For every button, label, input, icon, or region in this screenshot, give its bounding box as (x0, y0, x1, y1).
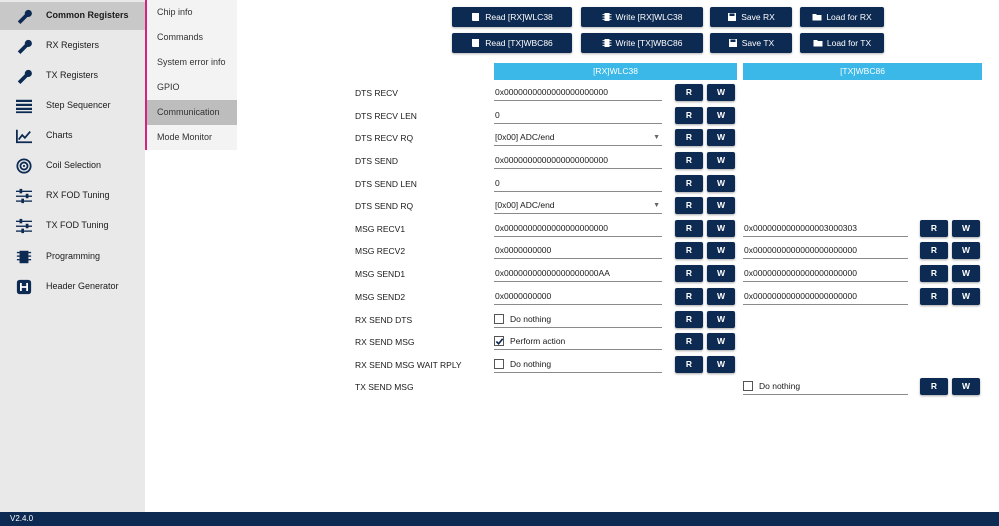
tx-send-msg-checkbox-label: Do nothing (759, 381, 801, 391)
subnav-item-commands[interactable]: Commands (157, 32, 204, 42)
row-label-dts-send: DTS SEND (355, 156, 398, 166)
msg-recv1-tx-read-button[interactable]: R (920, 220, 948, 237)
version-label: V2.4.0 (10, 514, 34, 523)
nav-item-label: Common Registers (46, 10, 129, 20)
dts-recv-rq-write-button[interactable]: W (707, 129, 735, 146)
dts-send-rq-read-button[interactable]: R (675, 197, 703, 214)
rx-send-dts-write-button[interactable]: W (707, 311, 735, 328)
dts-recv-write-button[interactable]: W (707, 84, 735, 101)
nav-item-coil-selection[interactable] (0, 152, 145, 180)
chevron-down-icon: ▼ (653, 202, 660, 209)
read-rx-button[interactable] (452, 7, 572, 27)
msg-send1-tx-read-button[interactable]: R (920, 265, 948, 282)
write-rx-label: Write [RX]WLC38 (615, 12, 683, 22)
row-label-dts-recv-len: DTS RECV LEN (355, 111, 417, 121)
dts-recv-rq-value: [0x00] ADC/end (495, 132, 555, 142)
rx-send-dts-checkbox[interactable] (494, 314, 504, 324)
book-icon (471, 12, 481, 22)
status-bar (0, 512, 999, 526)
dts-recv-rq-select[interactable] (494, 129, 662, 146)
load-rx-button[interactable] (800, 7, 884, 27)
save-rx-label: Save RX (741, 12, 775, 22)
rx-send-dts-checkbox-field (494, 311, 662, 328)
save-rx-button[interactable] (710, 7, 792, 27)
h-icon (15, 279, 33, 295)
dts-send-read-button[interactable]: R (675, 152, 703, 169)
folder-icon (813, 38, 823, 48)
msg-recv2-tx-read-button[interactable]: R (920, 242, 948, 259)
row-label-dts-recv-rq: DTS RECV RQ (355, 133, 414, 143)
dts-send-len-rx-field[interactable]: 0 (494, 175, 662, 192)
list-icon (15, 98, 33, 114)
subnav-item-system-error-info[interactable]: System error info (157, 57, 226, 67)
main-navigation (0, 0, 145, 512)
tx-send-msg-checkbox-field (743, 378, 908, 395)
msg-send1-tx-field[interactable]: 0x0000000000000000000000 (743, 265, 908, 282)
dts-recv-len-read-button[interactable]: R (675, 107, 703, 124)
rx-send-msg-write-button[interactable]: W (707, 333, 735, 350)
msg-recv1-rx-write-button[interactable]: W (707, 220, 735, 237)
nav-item-step-sequencer[interactable] (0, 92, 145, 120)
read-tx-button[interactable] (452, 33, 572, 53)
nav-item-programming[interactable] (0, 243, 145, 271)
row-label-rx-send-msg: RX SEND MSG (355, 337, 415, 347)
rx-send-dts-read-button[interactable]: R (675, 311, 703, 328)
rx-send-msg-wait-write-button[interactable]: W (707, 356, 735, 373)
rx-send-msg-checkbox-label: Perform action (510, 336, 566, 346)
wrench-icon (15, 68, 33, 84)
dts-recv-len-rx-field[interactable]: 0 (494, 107, 662, 124)
nav-item-header-generator[interactable] (0, 273, 145, 301)
dts-recv-len-write-button[interactable]: W (707, 107, 735, 124)
dts-recv-rx-field[interactable]: 0x0000000000000000000000 (494, 84, 662, 101)
msg-recv1-rx-field[interactable]: 0x0000000000000000000000 (494, 220, 662, 237)
msg-recv2-rx-field[interactable]: 0x0000000000 (494, 242, 662, 259)
row-label-msg-recv2: MSG RECV2 (355, 246, 406, 256)
tx-send-msg-write-button[interactable]: W (952, 378, 980, 395)
book-icon (471, 38, 481, 48)
dts-recv-read-button[interactable]: R (675, 84, 703, 101)
dts-send-len-write-button[interactable]: W (707, 175, 735, 192)
row-label-dts-send-rq: DTS SEND RQ (355, 201, 414, 211)
dts-send-len-read-button[interactable]: R (675, 175, 703, 192)
chip-icon (15, 249, 33, 265)
sliders-icon (15, 188, 33, 204)
chip-icon (602, 38, 612, 48)
msg-send1-rx-field[interactable]: 0x00000000000000000000AA (494, 265, 662, 282)
save-icon (727, 12, 737, 22)
msg-send2-tx-read-button[interactable]: R (920, 288, 948, 305)
msg-recv2-tx-write-button[interactable]: W (952, 242, 980, 259)
msg-recv1-tx-write-button[interactable]: W (952, 220, 980, 237)
rx-send-dts-checkbox-label: Do nothing (510, 314, 552, 324)
tx-send-msg-checkbox[interactable] (743, 381, 753, 391)
folder-icon (812, 12, 822, 22)
checkmark-icon (495, 337, 504, 346)
rx-send-msg-checkbox-field (494, 333, 662, 350)
nav-item-label: TX FOD Tuning (46, 220, 109, 230)
msg-recv1-rx-read-button[interactable]: R (675, 220, 703, 237)
write-tx-label: Write [TX]WBC86 (615, 38, 683, 48)
row-label-tx-send-msg: TX SEND MSG (355, 382, 414, 392)
msg-recv1-tx-field[interactable]: 0x0000000000000003000303 (743, 220, 908, 237)
nav-item-label: Header Generator (46, 281, 119, 291)
rx-send-msg-wait-read-button[interactable]: R (675, 356, 703, 373)
nav-item-label: TX Registers (46, 70, 99, 80)
dts-send-rx-field[interactable]: 0x0000000000000000000000 (494, 152, 662, 169)
msg-send2-rx-read-button[interactable]: R (675, 288, 703, 305)
row-label-msg-send1: MSG SEND1 (355, 269, 406, 279)
msg-send1-rx-read-button[interactable]: R (675, 265, 703, 282)
column-header-rx: [RX]WLC38 (494, 63, 737, 80)
chevron-down-icon: ▼ (653, 134, 660, 141)
nav-item-label: Step Sequencer (46, 100, 111, 110)
load-tx-button[interactable] (800, 33, 884, 53)
column-header-tx: [TX]WBC86 (743, 63, 982, 80)
msg-recv2-tx-field[interactable]: 0x0000000000000000000000 (743, 242, 908, 259)
rx-send-msg-wait-checkbox[interactable] (494, 359, 504, 369)
nav-item-label: Programming (46, 251, 101, 261)
msg-send2-rx-field[interactable]: 0x0000000000 (494, 288, 662, 305)
tx-send-msg-read-button[interactable]: R (920, 378, 948, 395)
subnav-item-gpio[interactable]: GPIO (157, 82, 180, 92)
row-label-rx-send-dts: RX SEND DTS (355, 315, 413, 325)
nav-item-label: RX FOD Tuning (46, 190, 110, 200)
nav-item-label: Charts (46, 130, 73, 140)
line-chart-icon (15, 128, 33, 144)
row-label-rx-send-msg-wait-rply: RX SEND MSG WAIT RPLY (355, 360, 462, 370)
nav-item-label: Coil Selection (46, 160, 102, 170)
row-label-dts-send-len: DTS SEND LEN (355, 179, 417, 189)
read-rx-label: Read [RX]WLC38 (485, 12, 553, 22)
subnav-item-communication[interactable]: Communication (147, 100, 237, 125)
rx-send-msg-wait-checkbox-field (494, 356, 662, 373)
dts-send-rq-write-button[interactable]: W (707, 197, 735, 214)
nav-item-charts[interactable] (0, 122, 145, 150)
rx-send-msg-wait-checkbox-label: Do nothing (510, 359, 552, 369)
row-label-msg-recv1: MSG RECV1 (355, 224, 406, 234)
dts-send-rq-value: [0x00] ADC/end (495, 200, 555, 210)
nav-item-tx-fod-tuning[interactable] (0, 212, 145, 240)
subnav-item-mode-monitor[interactable]: Mode Monitor (157, 132, 213, 142)
msg-send2-tx-field[interactable]: 0x0000000000000000000000 (743, 288, 908, 305)
wrench-icon (15, 38, 33, 54)
wrench-icon (15, 8, 33, 24)
sliders-icon (15, 218, 33, 234)
save-tx-button[interactable] (710, 33, 792, 53)
read-tx-label: Read [TX]WBC86 (485, 38, 553, 48)
load-tx-label: Load for TX (826, 38, 872, 48)
rx-send-msg-read-button[interactable]: R (675, 333, 703, 350)
msg-send2-tx-write-button[interactable]: W (952, 288, 980, 305)
sub-navigation (145, 0, 237, 150)
chip-icon (602, 12, 612, 22)
nav-item-label: RX Registers (46, 40, 100, 50)
msg-send2-rx-write-button[interactable]: W (707, 288, 735, 305)
row-label-msg-send2: MSG SEND2 (355, 292, 406, 302)
subnav-item-chip-info[interactable]: Chip info (157, 7, 193, 17)
msg-recv2-rx-write-button[interactable]: W (707, 242, 735, 259)
msg-send1-rx-write-button[interactable]: W (707, 265, 735, 282)
dts-send-rq-select[interactable] (494, 197, 662, 214)
nav-item-rx-fod-tuning[interactable] (0, 182, 145, 210)
save-tx-label: Save TX (741, 38, 775, 48)
coil-icon (15, 158, 33, 174)
nav-item-common-registers[interactable] (0, 2, 145, 30)
load-rx-label: Load for RX (826, 12, 872, 22)
msg-send1-tx-write-button[interactable]: W (952, 265, 980, 282)
write-rx-button[interactable] (581, 7, 703, 27)
row-label-dts-recv: DTS RECV (355, 88, 398, 98)
msg-recv2-rx-read-button[interactable]: R (675, 242, 703, 259)
save-icon (728, 38, 738, 48)
rx-send-msg-checkbox[interactable] (494, 336, 504, 346)
nav-item-rx-registers[interactable] (0, 32, 145, 60)
dts-recv-rq-read-button[interactable]: R (675, 129, 703, 146)
write-tx-button[interactable] (581, 33, 703, 53)
dts-send-write-button[interactable]: W (707, 152, 735, 169)
nav-item-tx-registers[interactable] (0, 62, 145, 90)
